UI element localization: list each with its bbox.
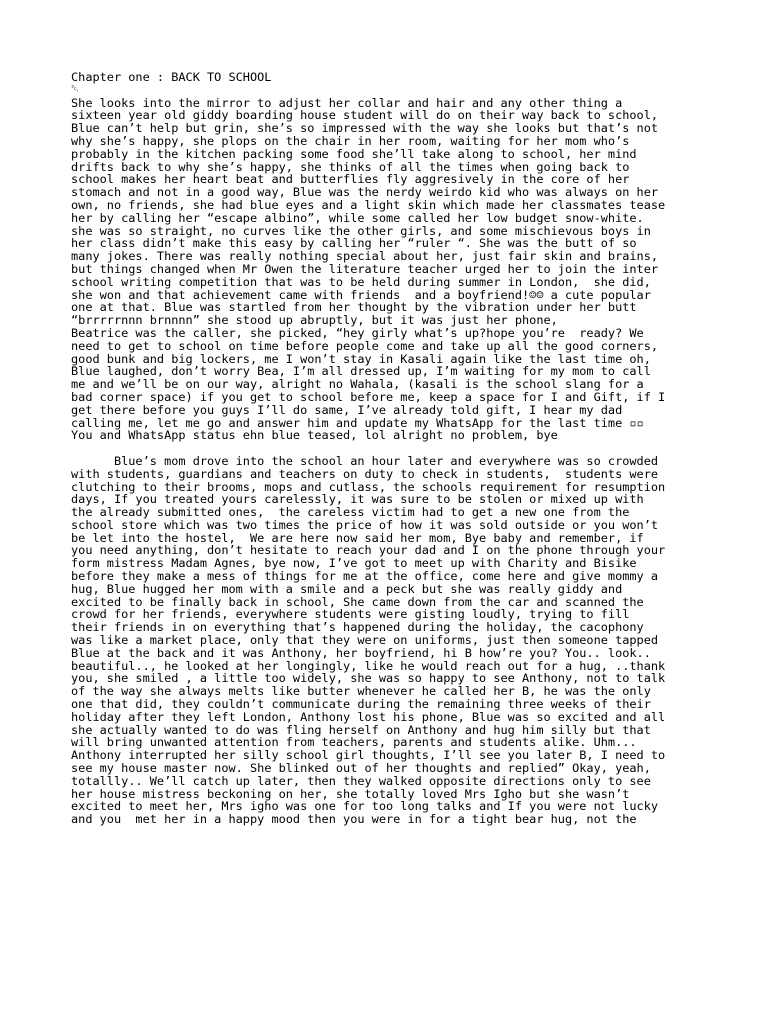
text-line: school writing competition that was to be held during summer in London, she did, (71, 274, 651, 289)
text-line: probably in the kitchen packing some food she’ll take along to school, her mind (71, 146, 637, 161)
paragraph-break (71, 442, 701, 455)
text-line: one at that. Blue was startled from her thought by the vibration under her butt (71, 300, 637, 315)
text-line: you need anything, don’t hesitate to reach your dad and I on the phone through your (71, 543, 666, 558)
text-line: Blue’s mom drove into the school an hour later and everywhere was so crowded (71, 453, 659, 468)
text-line: school store which was two times the price of how it was sold outside or you won’t (71, 517, 659, 532)
text-line: with students, guardians and teachers on duty to check in students, students were (71, 466, 659, 481)
text-line: of the way she always melts like butter whenever he called her B, he was the only (71, 684, 651, 699)
text-line: her class didn’t make this easy by calling her “ruler “. She was the butt of so (71, 236, 637, 251)
text-line: be let into the hostel, We are here now said her mom, Bye baby and remember, if (71, 530, 644, 545)
text-line: she actually wanted to do was fling herself on Anthony and hug him silly but that (71, 722, 651, 737)
text-line: You and WhatsApp status ehn blue teased, lol alright no problem, bye (71, 428, 558, 443)
text-line: her by calling her “escape albino”, while some called her low budget snow-white. (71, 210, 644, 225)
text-line: Blue at the back and it was Anthony, her boyfriend, hi B how’re you? You.. look.. (71, 645, 651, 660)
text-line: days, If you treated yours carelessly, it was sure to be stolen or mixed up with (71, 492, 644, 507)
text-line: the already submitted ones, the careless victim had to get a new one from the (71, 505, 630, 520)
text-line: get there before you guys I’ll do same, I’ve already told gift, I hear my dad (71, 402, 623, 417)
text-line: clutching to their brooms, mops and cutlass, the schools requirement for resumption (71, 479, 666, 494)
text-line: you, she smiled , a little too widely, she was so happy to see Anthony, not to talk (71, 671, 666, 686)
paragraph-2 (71, 455, 701, 826)
text-line: she won and that achievement came with friends and a boyfriend!☺☺ a cute popular (71, 287, 651, 302)
text-line: excited to be finally back in school, She came down from the car and scanned the (71, 594, 644, 609)
paragraph-1 (71, 97, 701, 443)
text-line: she was so straight, no curves like the other girls, and some mischievous boys in (71, 223, 651, 238)
chapter-title: Chapter one : BACK TO SCHOOL (71, 70, 272, 84)
text-line: Blue can’t help but grin, she’s so impressed with the way she looks but that’s not (71, 121, 659, 136)
replacement-glyph: ␑ (71, 83, 79, 95)
text-line: holiday after they left London, Anthony lost his phone, Blue was so excited and all (71, 709, 666, 724)
text-line: one that did, they couldn’t communicate during the remaining three weeks of their (71, 697, 651, 712)
text-line: stomach and not in a good way, Blue was the nerdy weirdo kid who was always on her (71, 185, 659, 200)
text-line: sixteen year old giddy boarding house student will do on their way back to school, (71, 108, 659, 123)
text-line: me and we’ll be on our way, alright no Wahala, (kasali is the school slang for a (71, 377, 644, 392)
document-body (71, 71, 701, 826)
text-line: totallly.. We’ll catch up later, then they walked opposite directions only to see (71, 773, 651, 788)
text-line: Anthony interrupted her silly school girl thoughts, I’ll see you later B, I need to (71, 748, 666, 763)
text-line: her house mistress beckoning on her, she totally loved Mrs Igho but she wasn’t (71, 786, 630, 801)
text-line: beautiful.., he looked at her longingly, like he would reach out for a hug, ..thank (71, 658, 666, 673)
text-line: many jokes. There was really nothing special about her, just fair skin and brains, (71, 249, 659, 264)
text-line: own, no friends, she had blue eyes and a light skin which made her classmates tease (71, 197, 666, 212)
text-line: see my house master now. She blinked out of her thoughts and replied” Okay, yeah, (71, 761, 651, 776)
text-line: calling me, let me go and answer him and update my WhatsApp for the last time ▫▫ (71, 415, 644, 430)
text-line: She looks into the mirror to adjust her collar and hair and any other thing a (71, 95, 623, 110)
text-line: will bring unwanted attention from teachers, parents and students alike. Uhm... (71, 735, 637, 750)
text-line: need to get to school on time before people come and take up all the good corners, (71, 338, 659, 353)
text-line: drifts back to why she’s happy, she thinks of all the times when going back to (71, 159, 630, 174)
text-line: but things changed when Mr Owen the literature teacher urged her to join the inter (71, 261, 659, 276)
text-line: excited to meet her, Mrs igho was one for too long talks and If you were not lucky (71, 799, 659, 814)
text-line: why she’s happy, she plops on the chair in her room, waiting for her mom who’s (71, 133, 630, 148)
text-line: was like a market place, only that they were on uniforms, just then someone tapped (71, 633, 659, 648)
text-line: “brrrrrnnn brnnnn” she stood up abruptly, but it was just her phone, (71, 313, 558, 328)
text-line: and you met her in a happy mood then you were in for a tight bear hug, not the (71, 812, 637, 827)
text-line: Blue laughed, don’t worry Bea, I’m all dressed up, I’m waiting for my mom to call (71, 364, 651, 379)
text-line: crowd for her friends, everywhere students were gisting loudly, trying to fill (71, 607, 630, 622)
text-line: school makes her heart beat and butterflies fly aggresively in the core of her (71, 172, 630, 187)
text-line: good bunk and big lockers, me I won’t stay in Kasali again like the last time oh, (71, 351, 651, 366)
text-line: Beatrice was the caller, she picked, “hey girly what’s up?hope you’re ready? We (71, 325, 644, 340)
text-line: hug, Blue hugged her mom with a smile and a peck but she was really giddy and (71, 581, 623, 596)
text-line: bad corner space) if you get to school before me, keep a space for I and Gift, if I (71, 389, 666, 404)
text-line: form mistress Madam Agnes, bye now, I’ve got to meet up with Charity and Bisike (71, 556, 637, 571)
text-line: their friends in on everything that’s happened during the holiday, the cacophony (71, 620, 644, 635)
text-line: before they make a mess of things for me at the office, come here and give mommy a (71, 569, 659, 584)
